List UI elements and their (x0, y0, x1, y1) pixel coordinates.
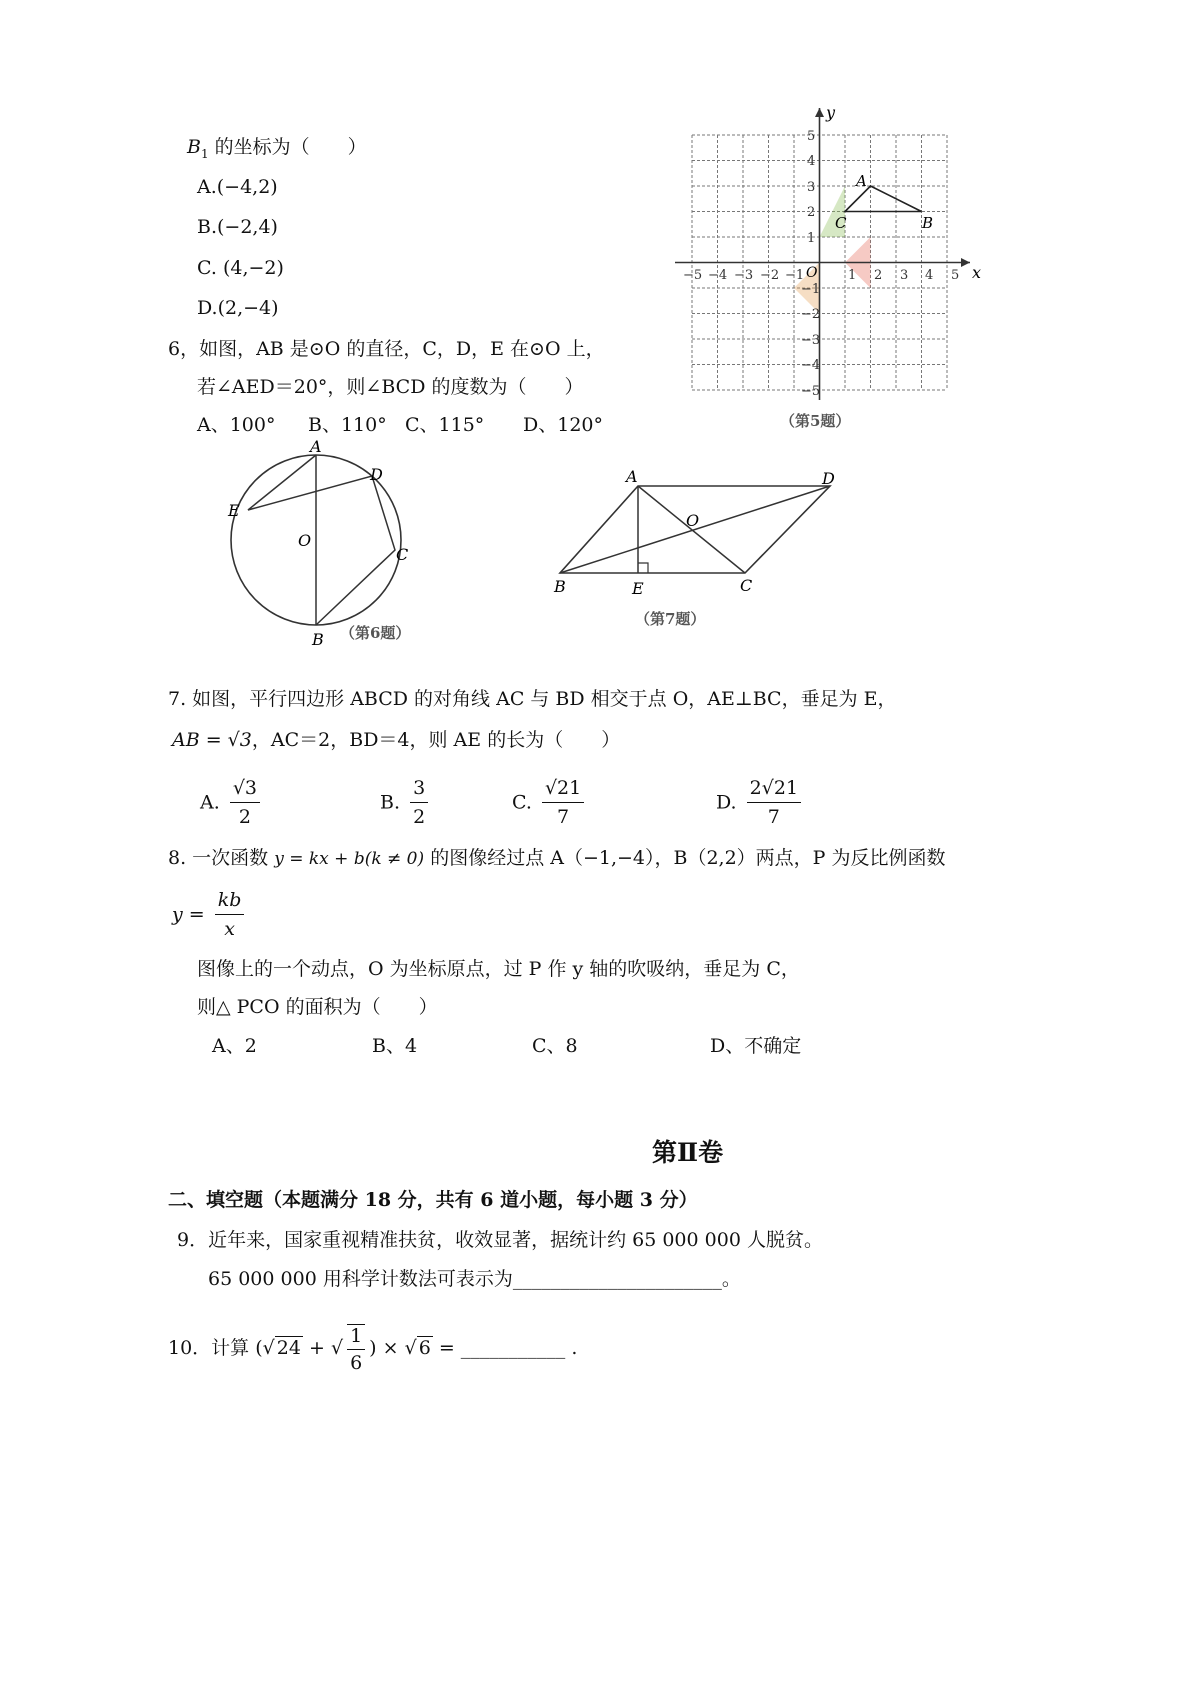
q10-line (168, 1318, 577, 1378)
q8-option-d: D、不确定 (710, 1035, 802, 1057)
q7-option-c-num: √21 (542, 776, 584, 803)
q5-xtick: 2 (874, 268, 883, 283)
q7-option-c-den: 7 (557, 806, 570, 828)
q7-caption: （第7题） (635, 610, 706, 628)
q10-sqrt-24: 24 (276, 1337, 301, 1359)
q7-option-d-num: 2√21 (747, 776, 801, 803)
q6-option-b: B、110° (308, 414, 387, 436)
q6-point-a: A (310, 440, 322, 456)
q5-figure (670, 100, 990, 445)
q7-line1: 7. 如图，平行四边形 ABCD 的对角线 AC 与 BD 相交于点 O，AE⊥BC，垂足为 E， (168, 688, 897, 710)
q5-origin-label: O (806, 265, 818, 281)
q5-option-a: A.(−4,2) (197, 176, 278, 198)
q5-xtick: −5 (683, 268, 703, 283)
q8-line1-b: 的图像经过点 A（−1,−4），B（2,2）两点，P 为反比例函数 (430, 847, 946, 869)
q9-line1: 9．近年来，国家重视精准扶贫，收效显著，据统计约 65 000 000 人脱贫。 (177, 1229, 823, 1251)
q5-xtick: 5 (951, 268, 960, 283)
q6-option-a: A、100° (197, 414, 276, 436)
q10-fraction-den: 6 (350, 1352, 363, 1374)
q5-ytick: −2 (801, 307, 821, 322)
q7-point-c: C (740, 576, 753, 595)
q5-stem (187, 135, 367, 166)
q7-right-angle-mark (638, 563, 648, 573)
q7-line2-rest: ，AC＝2，BD＝4，则 AE 的长为（ ） (251, 729, 621, 751)
q5-option-d: D.(2,−4) (197, 297, 279, 319)
q10-inner-fraction (347, 1324, 365, 1374)
q5-option-b: B.(−2,4) (197, 216, 278, 238)
q10-expression: (√ 24 + √ $\frac{1}{6}$ ) × √ 6 (255, 1325, 431, 1374)
q5-xtick: −2 (760, 268, 780, 283)
q5-ytick: 2 (807, 205, 816, 220)
part2-section-heading: 二、填空题（本题满分 18 分，共有 6 道小题，每小题 3 分） (168, 1189, 698, 1211)
q6-line2: 若∠AED＝20°，则∠BCD 的度数为（ ） (197, 376, 584, 398)
q7-option-c-label: C. (512, 791, 532, 814)
q5-ytick: 1 (807, 231, 816, 246)
q7-point-a: A (626, 467, 638, 486)
q7-option-a-den: 2 (238, 806, 251, 828)
q5-x-tick-labels (683, 268, 959, 283)
q5-xtick: 4 (925, 268, 934, 283)
q6-point-b: B (312, 630, 324, 649)
q6-option-c: C、115° (405, 414, 485, 436)
q5-caption: （第5题） (780, 412, 851, 430)
q8-line3: 图像上的一个动点，O 为坐标原点，过 P 作 y 轴的吹吸纳，垂足为 C， (197, 958, 800, 980)
q8-fraction-den: x (224, 918, 235, 940)
q6-point-d: D (370, 465, 383, 484)
q6-point-e: E (228, 501, 240, 520)
q5-y-tick-labels (801, 129, 820, 399)
q5-xtick: 3 (900, 268, 909, 283)
q6-option-d: D、120° (523, 414, 603, 436)
q8-line1-a: 8. 一次函数 (168, 847, 269, 869)
q5-ytick: −1 (801, 282, 821, 297)
q10-fraction-num: 1 (347, 1325, 365, 1350)
q7-point-e: E (632, 579, 644, 598)
q5-y-arrow (815, 108, 824, 117)
q5-option-c: C. (4,−2) (197, 257, 284, 279)
q5-x-arrow (961, 258, 970, 267)
q8-fraction (215, 888, 245, 941)
q5-xtick: 1 (848, 268, 857, 283)
q5-ytick: 5 (807, 129, 816, 144)
q5-stem-text: 的坐标为（ ） (214, 136, 367, 158)
q7-option-a-num: √3 (230, 776, 260, 803)
q7-option-c-fraction (542, 776, 584, 829)
q10-sqrt-6: 6 (418, 1337, 431, 1359)
q5-ytick: −3 (801, 333, 821, 348)
q8-option-b: B、4 (372, 1035, 418, 1057)
q7-line2 (172, 728, 620, 752)
q7-option-d-fraction (747, 776, 801, 829)
q10-prefix: 10．计算 (168, 1337, 250, 1359)
q5-b1-label: $B_1$ (187, 136, 209, 161)
q7-option-b-label: B. (380, 791, 401, 814)
q6-caption: （第6题） (340, 624, 411, 642)
q7-option-b-fraction (410, 776, 428, 829)
q10-tail: = ___________ . (438, 1337, 578, 1359)
q7-option-c (512, 776, 588, 836)
q5-axis-y-label: y (826, 103, 836, 122)
q7-option-d-label: D. (716, 791, 737, 814)
q7-point-b: B (554, 577, 566, 596)
q5-ytick: 3 (807, 180, 816, 195)
q7-option-b-num: 3 (410, 776, 428, 803)
q7-option-b (380, 776, 432, 836)
q5-ytick: −5 (801, 384, 821, 399)
q8-linear-function: y = kx + b(k ≠ 0) (274, 849, 425, 869)
q8-inverse-function (172, 888, 248, 941)
q8-fraction-num: kb (215, 888, 245, 915)
q5-xtick: −4 (708, 268, 728, 283)
q7-point-d: D (822, 469, 835, 488)
q7-figure (540, 458, 860, 638)
q5-point-c: C (835, 214, 847, 232)
q9-line2: 65 000 000 用科学计数法可表示为______________________。 (208, 1268, 741, 1290)
q5-xtick: −1 (785, 268, 805, 283)
q5-point-b: B (922, 214, 934, 232)
q8-line4: 则△ PCO 的面积为（ ） (197, 996, 438, 1018)
q6-line1: 6，如图，AB 是⊙O 的直径，C，D，E 在⊙O 上， (168, 338, 605, 360)
q8-fy: y = (172, 903, 205, 926)
q7-option-a-fraction (230, 776, 260, 829)
q8-option-a: A、2 (212, 1035, 257, 1057)
q6-point-c: C (396, 545, 409, 564)
q5-ytick: 4 (807, 154, 816, 169)
q5-ytick: −4 (801, 358, 821, 373)
q5-axis-x-label: x (972, 263, 982, 282)
q8-line1 (168, 846, 946, 871)
q6-point-o: O (298, 531, 312, 550)
q7-ab-formula: AB = √3 (172, 729, 252, 751)
q7-point-o: O (686, 511, 700, 530)
q8-option-c: C、8 (532, 1035, 578, 1057)
q7-option-a-label: A. (200, 791, 220, 814)
q7-option-d-den: 7 (767, 806, 780, 828)
q7-option-d (716, 776, 805, 836)
q7-option-a (200, 776, 264, 836)
q5-point-a: A (856, 172, 867, 190)
part2-title: 第Ⅱ卷 (652, 1138, 724, 1167)
q6-figure (220, 440, 460, 650)
q7-option-b-den: 2 (413, 806, 426, 828)
q5-xtick: −3 (734, 268, 754, 283)
